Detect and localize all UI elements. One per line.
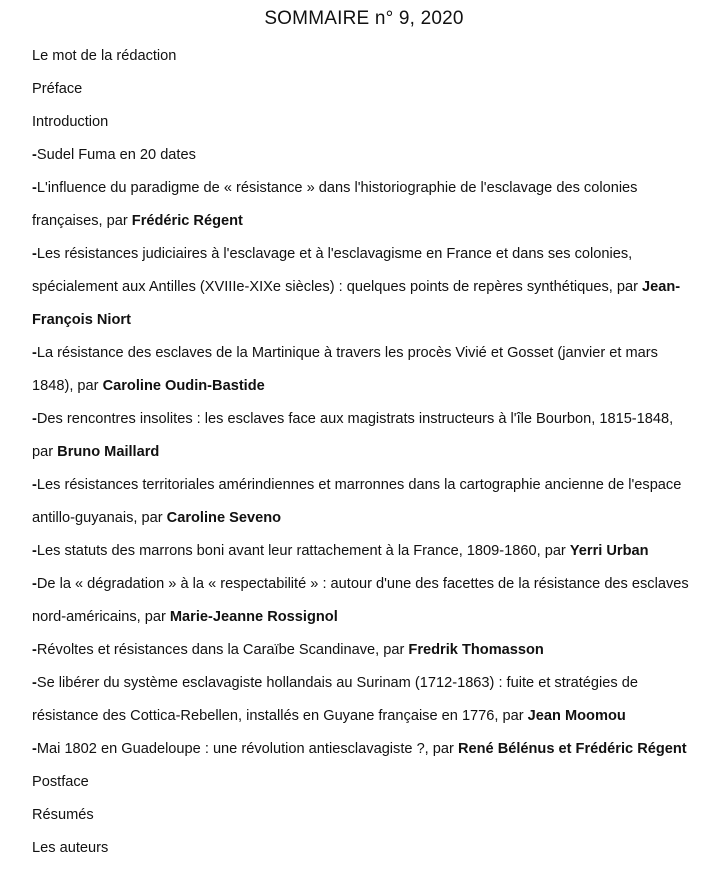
entry-dash: - [32, 741, 37, 757]
entry-author: Bruno Maillard [57, 444, 160, 460]
entry-author: Frédéric Régent [131, 213, 243, 229]
entry-text: Introduction [32, 114, 109, 130]
entry-text: Postface [32, 774, 89, 790]
entry-author: Jean-François Niort [32, 279, 681, 328]
entry-text: L'influence du paradigme de « résistance » dans l'historiographie de l'esclavage des colonies françaises, par [32, 180, 638, 229]
entry-text: Préface [32, 81, 83, 97]
toc-entry-preface [32, 73, 692, 106]
entry-author: Jean Moomou [527, 708, 626, 724]
table-of-contents [32, 40, 692, 865]
toc-entry-sudel-fuma [32, 139, 692, 172]
toc-entry-postface [32, 766, 692, 799]
entry-author: Fredrik Thomasson [408, 642, 544, 658]
toc-entry-regent [32, 172, 692, 238]
entry-author: Marie-Jeanne Rossignol [169, 609, 338, 625]
toc-entry-rossignol [32, 568, 692, 634]
toc-entry-mot-redaction [32, 40, 692, 73]
toc-entry-auteurs [32, 832, 692, 865]
entry-dash: - [32, 543, 37, 559]
entry-dash: - [32, 147, 37, 163]
entry-text: Les statuts des marrons boni avant leur rattachement à la France, 1809-1860, par [36, 543, 570, 559]
entry-dash: - [32, 477, 37, 493]
entry-dash: - [32, 180, 37, 196]
entry-dash: - [32, 246, 37, 262]
entry-text: Se libérer du système esclavagiste hollandais au Surinam (1712-1863) : fuite et stratégies de résistance des Cottica-Rebellen, installés en Guyane française en 1776, par [32, 675, 638, 724]
entry-author: Yerri Urban [569, 543, 649, 559]
entry-text: Les résistances judiciaires à l'esclavage et à l'esclavagisme en France et dans ses colonies, spécialement aux Antilles (XVIIIe-XIXe siècles) : quelques points de repères synthétiques, par [32, 246, 643, 295]
entry-dash: - [32, 576, 37, 592]
entry-text: Mai 1802 en Guadeloupe : une révolution antiesclavagiste ?, par [36, 741, 458, 757]
page-title: SOMMAIRE n° 9, 2020 [264, 8, 464, 29]
toc-entry-resumes [32, 799, 692, 832]
toc-entry-moomou [32, 667, 692, 733]
entry-text: La résistance des esclaves de la Martinique à travers les procès Vivié et Gosset (janvier et mars 1848), par [32, 345, 658, 394]
entry-author: René Bélénus et Frédéric Régent [457, 741, 687, 757]
toc-entry-niort [32, 238, 692, 337]
entry-author: Caroline Seveno [166, 510, 282, 526]
toc-entry-oudin-bastide [32, 337, 692, 403]
entry-dash: - [32, 675, 37, 691]
entry-text: Des rencontres insolites : les esclaves face aux magistrats instructeurs à l'île Bourbon, 1815-1848, par [32, 411, 674, 460]
entry-dash: - [32, 411, 37, 427]
entry-text: Les résistances territoriales amérindiennes et marronnes dans la cartographie ancienne de l'espace antillo-guyanais, par [32, 477, 682, 526]
entry-dash: - [32, 642, 37, 658]
entry-text: Sudel Fuma en 20 dates [36, 147, 196, 163]
entry-text: Résumés [32, 807, 94, 823]
entry-text: Révoltes et résistances dans la Caraïbe Scandinave, par [36, 642, 409, 658]
toc-entry-urban [32, 535, 692, 568]
toc-entry-belenus-regent [32, 733, 692, 766]
entry-author: Caroline Oudin-Bastide [102, 378, 265, 394]
entry-text: De la « dégradation » à la « respectabilité » : autour d'une des facettes de la résistance des esclaves nord-américains, par [32, 576, 689, 625]
entry-text: Les auteurs [32, 840, 109, 856]
toc-entry-seveno [32, 469, 692, 535]
toc-entry-introduction [32, 106, 692, 139]
toc-entry-thomasson [32, 634, 692, 667]
entry-dash: - [32, 345, 37, 361]
entry-text: Le mot de la rédaction [32, 48, 177, 64]
toc-entry-maillard [32, 403, 692, 469]
